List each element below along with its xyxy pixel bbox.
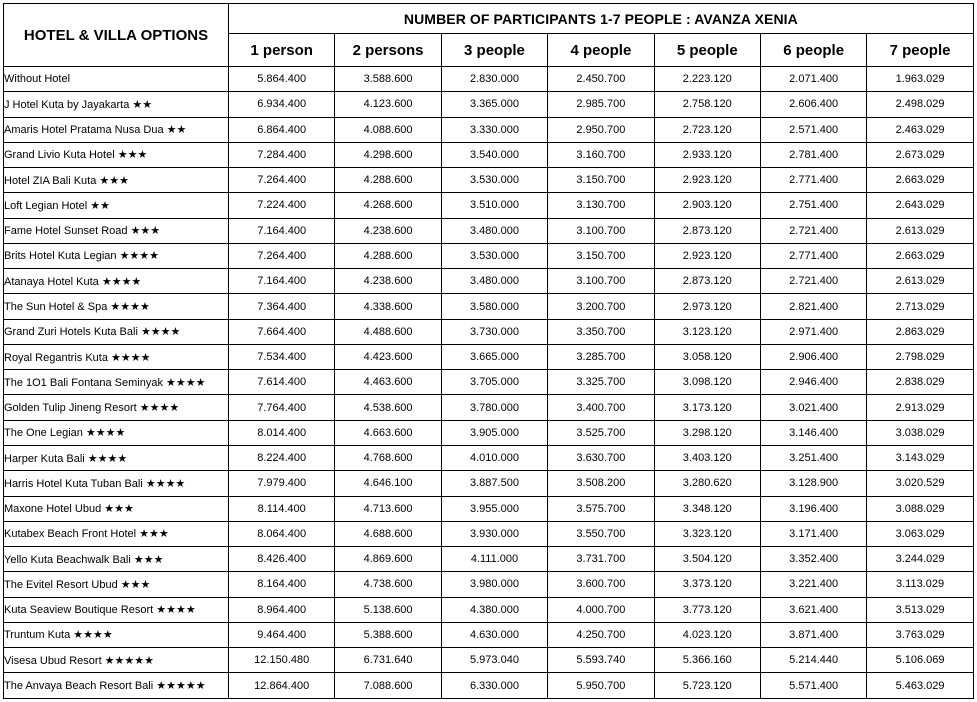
- column-header: 6 people: [760, 34, 866, 67]
- price-cell: 4.238.600: [335, 269, 441, 294]
- price-cell: 4.423.600: [335, 344, 441, 369]
- price-cell: 3.780.000: [441, 395, 547, 420]
- price-cell: 3.171.400: [760, 521, 866, 546]
- price-cell: 3.980.000: [441, 572, 547, 597]
- price-cell: 8.014.400: [229, 420, 335, 445]
- table-row: [4, 294, 974, 319]
- price-cell: 7.364.400: [229, 294, 335, 319]
- hotel-name-cell: Brits Hotel Kuta Legian ★★★★: [4, 243, 229, 268]
- price-cell: 3.403.120: [654, 445, 760, 470]
- price-cell: 3.365.000: [441, 92, 547, 117]
- price-cell: 9.464.400: [229, 622, 335, 647]
- price-cell: 12.864.400: [229, 673, 335, 699]
- price-cell: 2.223.120: [654, 67, 760, 92]
- price-cell: 2.950.700: [548, 117, 654, 142]
- price-cell: 5.571.400: [760, 673, 866, 699]
- hotel-name-cell: Maxone Hotel Ubud ★★★: [4, 496, 229, 521]
- table-row: [4, 370, 974, 395]
- price-cell: 3.020.529: [867, 471, 973, 496]
- hotel-name-cell: Loft Legian Hotel ★★: [4, 193, 229, 218]
- price-cell: 4.268.600: [335, 193, 441, 218]
- price-cell: 7.614.400: [229, 370, 335, 395]
- price-cell: 3.100.700: [548, 218, 654, 243]
- price-cell: 3.100.700: [548, 269, 654, 294]
- price-cell: 3.575.700: [548, 496, 654, 521]
- price-cell: 8.164.400: [229, 572, 335, 597]
- table-row: [4, 269, 974, 294]
- price-cell: 3.580.000: [441, 294, 547, 319]
- hotel-name-cell: The Anvaya Beach Resort Bali ★★★★★: [4, 673, 229, 699]
- price-cell: 2.721.400: [760, 218, 866, 243]
- column-header: 1 person: [229, 34, 335, 67]
- price-cell: 7.088.600: [335, 673, 441, 699]
- hotel-name-cell: Hotel ZIA Bali Kuta ★★★: [4, 168, 229, 193]
- price-cell: 2.450.700: [548, 67, 654, 92]
- price-cell: 3.955.000: [441, 496, 547, 521]
- hotel-name-cell: The Evitel Resort Ubud ★★★: [4, 572, 229, 597]
- table-row: [4, 572, 974, 597]
- price-cell: 2.663.029: [867, 168, 973, 193]
- price-cell: 3.173.120: [654, 395, 760, 420]
- hotel-name-cell: Truntum Kuta ★★★★: [4, 622, 229, 647]
- price-cell: 3.887.500: [441, 471, 547, 496]
- price-cell: 5.593.740: [548, 648, 654, 673]
- price-cell: 5.388.600: [335, 622, 441, 647]
- price-cell: 3.705.000: [441, 370, 547, 395]
- price-cell: 2.798.029: [867, 344, 973, 369]
- price-cell: 7.284.400: [229, 142, 335, 167]
- price-cell: 3.063.029: [867, 521, 973, 546]
- price-cell: 3.098.120: [654, 370, 760, 395]
- table-row: [4, 218, 974, 243]
- price-cell: 6.731.640: [335, 648, 441, 673]
- price-cell: 4.463.600: [335, 370, 441, 395]
- price-cell: 7.164.400: [229, 269, 335, 294]
- price-cell: 4.000.700: [548, 597, 654, 622]
- hotel-name-cell: Grand Livio Kuta Hotel ★★★: [4, 142, 229, 167]
- price-cell: 4.010.000: [441, 445, 547, 470]
- price-cell: 3.128.900: [760, 471, 866, 496]
- price-cell: 2.923.120: [654, 243, 760, 268]
- price-cell: 3.730.000: [441, 319, 547, 344]
- price-cell: 8.114.400: [229, 496, 335, 521]
- price-cell: 6.330.000: [441, 673, 547, 699]
- column-header: 2 persons: [335, 34, 441, 67]
- price-cell: 3.621.400: [760, 597, 866, 622]
- price-cell: 7.164.400: [229, 218, 335, 243]
- price-cell: 2.571.400: [760, 117, 866, 142]
- price-cell: 5.723.120: [654, 673, 760, 699]
- price-cell: 2.751.400: [760, 193, 866, 218]
- hotel-options-header: HOTEL & VILLA OPTIONS: [4, 4, 229, 67]
- price-cell: 3.530.000: [441, 168, 547, 193]
- price-cell: 4.538.600: [335, 395, 441, 420]
- price-cell: 3.348.120: [654, 496, 760, 521]
- column-header: 5 people: [654, 34, 760, 67]
- price-cell: 3.550.700: [548, 521, 654, 546]
- price-cell: 2.643.029: [867, 193, 973, 218]
- hotel-name-cell: Grand Zuri Hotels Kuta Bali ★★★★: [4, 319, 229, 344]
- price-cell: 3.588.600: [335, 67, 441, 92]
- hotel-name-cell: Kutabex Beach Front Hotel ★★★: [4, 521, 229, 546]
- price-cell: 3.160.700: [548, 142, 654, 167]
- price-cell: 3.773.120: [654, 597, 760, 622]
- price-cell: 3.113.029: [867, 572, 973, 597]
- price-cell: 4.688.600: [335, 521, 441, 546]
- price-cell: 12.150.480: [229, 648, 335, 673]
- price-cell: 2.838.029: [867, 370, 973, 395]
- price-cell: 2.906.400: [760, 344, 866, 369]
- price-cell: 3.930.000: [441, 521, 547, 546]
- price-cell: 3.285.700: [548, 344, 654, 369]
- price-cell: 4.630.000: [441, 622, 547, 647]
- hotel-name-cell: The One Legian ★★★★: [4, 420, 229, 445]
- participants-title: NUMBER OF PARTICIPANTS 1-7 PEOPLE : AVANZA XENIA: [229, 4, 974, 34]
- table-row: [4, 319, 974, 344]
- price-cell: 3.510.000: [441, 193, 547, 218]
- price-cell: 3.150.700: [548, 243, 654, 268]
- price-cell: 4.288.600: [335, 168, 441, 193]
- hotel-name-cell: Without Hotel: [4, 67, 229, 92]
- price-cell: 2.985.700: [548, 92, 654, 117]
- price-cell: 2.946.400: [760, 370, 866, 395]
- price-cell: 2.933.120: [654, 142, 760, 167]
- price-cell: 2.663.029: [867, 243, 973, 268]
- hotel-name-cell: Royal Regantris Kuta ★★★★: [4, 344, 229, 369]
- price-cell: 2.606.400: [760, 92, 866, 117]
- price-cell: 3.525.700: [548, 420, 654, 445]
- price-cell: 8.964.400: [229, 597, 335, 622]
- price-cell: 7.979.400: [229, 471, 335, 496]
- price-cell: 2.830.000: [441, 67, 547, 92]
- price-cell: 4.646.100: [335, 471, 441, 496]
- table-row: [4, 547, 974, 572]
- price-cell: 4.023.120: [654, 622, 760, 647]
- price-cell: 2.973.120: [654, 294, 760, 319]
- price-cell: 5.950.700: [548, 673, 654, 699]
- price-cell: 3.350.700: [548, 319, 654, 344]
- price-cell: 3.513.029: [867, 597, 973, 622]
- hotel-name-cell: Fame Hotel Sunset Road ★★★: [4, 218, 229, 243]
- price-cell: 3.123.120: [654, 319, 760, 344]
- price-cell: 4.298.600: [335, 142, 441, 167]
- price-cell: 5.463.029: [867, 673, 973, 699]
- price-cell: 2.903.120: [654, 193, 760, 218]
- table-row: [4, 243, 974, 268]
- price-cell: 8.224.400: [229, 445, 335, 470]
- price-cell: 3.280.620: [654, 471, 760, 496]
- hotel-name-cell: Harris Hotel Kuta Tuban Bali ★★★★: [4, 471, 229, 496]
- price-cell: 2.771.400: [760, 168, 866, 193]
- price-cell: 3.251.400: [760, 445, 866, 470]
- price-cell: 4.738.600: [335, 572, 441, 597]
- hotel-name-cell: The Sun Hotel & Spa ★★★★: [4, 294, 229, 319]
- price-cell: 3.400.700: [548, 395, 654, 420]
- table-row: [4, 168, 974, 193]
- price-cell: 7.264.400: [229, 243, 335, 268]
- price-cell: 2.713.029: [867, 294, 973, 319]
- price-cell: 3.021.400: [760, 395, 866, 420]
- price-cell: 2.723.120: [654, 117, 760, 142]
- price-cell: 3.200.700: [548, 294, 654, 319]
- price-cell: 4.488.600: [335, 319, 441, 344]
- price-cell: 3.600.700: [548, 572, 654, 597]
- price-cell: 3.530.000: [441, 243, 547, 268]
- price-cell: 2.821.400: [760, 294, 866, 319]
- table-row: [4, 193, 974, 218]
- hotel-name-cell: Kuta Seaview Boutique Resort ★★★★: [4, 597, 229, 622]
- table-row: [4, 420, 974, 445]
- price-cell: 4.663.600: [335, 420, 441, 445]
- price-cell: 2.873.120: [654, 218, 760, 243]
- price-cell: 2.613.029: [867, 269, 973, 294]
- price-cell: 3.480.000: [441, 269, 547, 294]
- price-cell: 2.913.029: [867, 395, 973, 420]
- price-cell: 5.138.600: [335, 597, 441, 622]
- price-cell: 4.088.600: [335, 117, 441, 142]
- table-row: [4, 648, 974, 673]
- hotel-name-cell: Golden Tulip Jineng Resort ★★★★: [4, 395, 229, 420]
- table-row: [4, 471, 974, 496]
- price-cell: 3.352.400: [760, 547, 866, 572]
- hotel-name-cell: J Hotel Kuta by Jayakarta ★★: [4, 92, 229, 117]
- price-cell: 4.238.600: [335, 218, 441, 243]
- price-cell: 2.863.029: [867, 319, 973, 344]
- table-row: [4, 344, 974, 369]
- price-cell: 1.963.029: [867, 67, 973, 92]
- price-cell: 3.143.029: [867, 445, 973, 470]
- price-cell: 2.873.120: [654, 269, 760, 294]
- price-cell: 4.713.600: [335, 496, 441, 521]
- price-cell: 3.146.400: [760, 420, 866, 445]
- price-cell: 3.763.029: [867, 622, 973, 647]
- table-row: [4, 67, 974, 92]
- price-cell: 3.323.120: [654, 521, 760, 546]
- price-cell: 2.781.400: [760, 142, 866, 167]
- price-cell: 4.338.600: [335, 294, 441, 319]
- table-row: [4, 395, 974, 420]
- price-cell: 4.869.600: [335, 547, 441, 572]
- table-row: [4, 496, 974, 521]
- table-row: [4, 445, 974, 470]
- price-cell: 3.325.700: [548, 370, 654, 395]
- price-cell: 3.244.029: [867, 547, 973, 572]
- price-cell: 2.758.120: [654, 92, 760, 117]
- price-cell: 3.088.029: [867, 496, 973, 521]
- price-table: [3, 3, 974, 699]
- price-cell: 2.971.400: [760, 319, 866, 344]
- hotel-name-cell: The 1O1 Bali Fontana Seminyak ★★★★: [4, 370, 229, 395]
- price-cell: 3.150.700: [548, 168, 654, 193]
- price-cell: 3.630.700: [548, 445, 654, 470]
- table-row: [4, 142, 974, 167]
- price-cell: 3.330.000: [441, 117, 547, 142]
- price-cell: 4.380.000: [441, 597, 547, 622]
- price-cell: 3.905.000: [441, 420, 547, 445]
- table-row: [4, 521, 974, 546]
- price-cell: 3.731.700: [548, 547, 654, 572]
- price-cell: 7.264.400: [229, 168, 335, 193]
- price-cell: 5.864.400: [229, 67, 335, 92]
- price-cell: 6.864.400: [229, 117, 335, 142]
- price-cell: 4.768.600: [335, 445, 441, 470]
- price-cell: 3.540.000: [441, 142, 547, 167]
- price-cell: 5.366.160: [654, 648, 760, 673]
- price-cell: 7.534.400: [229, 344, 335, 369]
- price-cell: 7.764.400: [229, 395, 335, 420]
- price-cell: 3.504.120: [654, 547, 760, 572]
- title-row: [4, 4, 974, 34]
- price-cell: 3.871.400: [760, 622, 866, 647]
- price-cell: 3.221.400: [760, 572, 866, 597]
- price-cell: 4.288.600: [335, 243, 441, 268]
- price-cell: 3.373.120: [654, 572, 760, 597]
- price-cell: 4.250.700: [548, 622, 654, 647]
- hotel-name-cell: Visesa Ubud Resort ★★★★★: [4, 648, 229, 673]
- price-cell: 2.673.029: [867, 142, 973, 167]
- price-cell: 2.071.400: [760, 67, 866, 92]
- price-cell: 2.721.400: [760, 269, 866, 294]
- price-cell: 8.426.400: [229, 547, 335, 572]
- price-cell: 6.934.400: [229, 92, 335, 117]
- price-cell: 5.106.069: [867, 648, 973, 673]
- price-cell: 3.508.200: [548, 471, 654, 496]
- price-cell: 3.665.000: [441, 344, 547, 369]
- hotel-name-cell: Atanaya Hotel Kuta ★★★★: [4, 269, 229, 294]
- price-cell: 3.038.029: [867, 420, 973, 445]
- price-cell: 7.224.400: [229, 193, 335, 218]
- price-cell: 4.123.600: [335, 92, 441, 117]
- table-row: [4, 597, 974, 622]
- column-header: 3 people: [441, 34, 547, 67]
- table-row: [4, 92, 974, 117]
- table-row: [4, 622, 974, 647]
- price-cell: 2.923.120: [654, 168, 760, 193]
- price-cell: 2.463.029: [867, 117, 973, 142]
- price-cell: 2.498.029: [867, 92, 973, 117]
- price-cell: 5.973.040: [441, 648, 547, 673]
- price-cell: 3.480.000: [441, 218, 547, 243]
- column-header: 7 people: [867, 34, 973, 67]
- hotel-name-cell: Harper Kuta Bali ★★★★: [4, 445, 229, 470]
- price-cell: 8.064.400: [229, 521, 335, 546]
- column-header: 4 people: [548, 34, 654, 67]
- hotel-name-cell: Yello Kuta Beachwalk Bali ★★★: [4, 547, 229, 572]
- table-row: [4, 673, 974, 699]
- price-cell: 3.196.400: [760, 496, 866, 521]
- table-row: [4, 117, 974, 142]
- price-cell: 2.613.029: [867, 218, 973, 243]
- price-cell: 2.771.400: [760, 243, 866, 268]
- table-body: [4, 67, 974, 699]
- hotel-name-cell: Amaris Hotel Pratama Nusa Dua ★★: [4, 117, 229, 142]
- price-cell: 7.664.400: [229, 319, 335, 344]
- price-cell: 3.058.120: [654, 344, 760, 369]
- price-cell: 3.298.120: [654, 420, 760, 445]
- price-cell: 4.111.000: [441, 547, 547, 572]
- price-cell: 3.130.700: [548, 193, 654, 218]
- price-cell: 5.214.440: [760, 648, 866, 673]
